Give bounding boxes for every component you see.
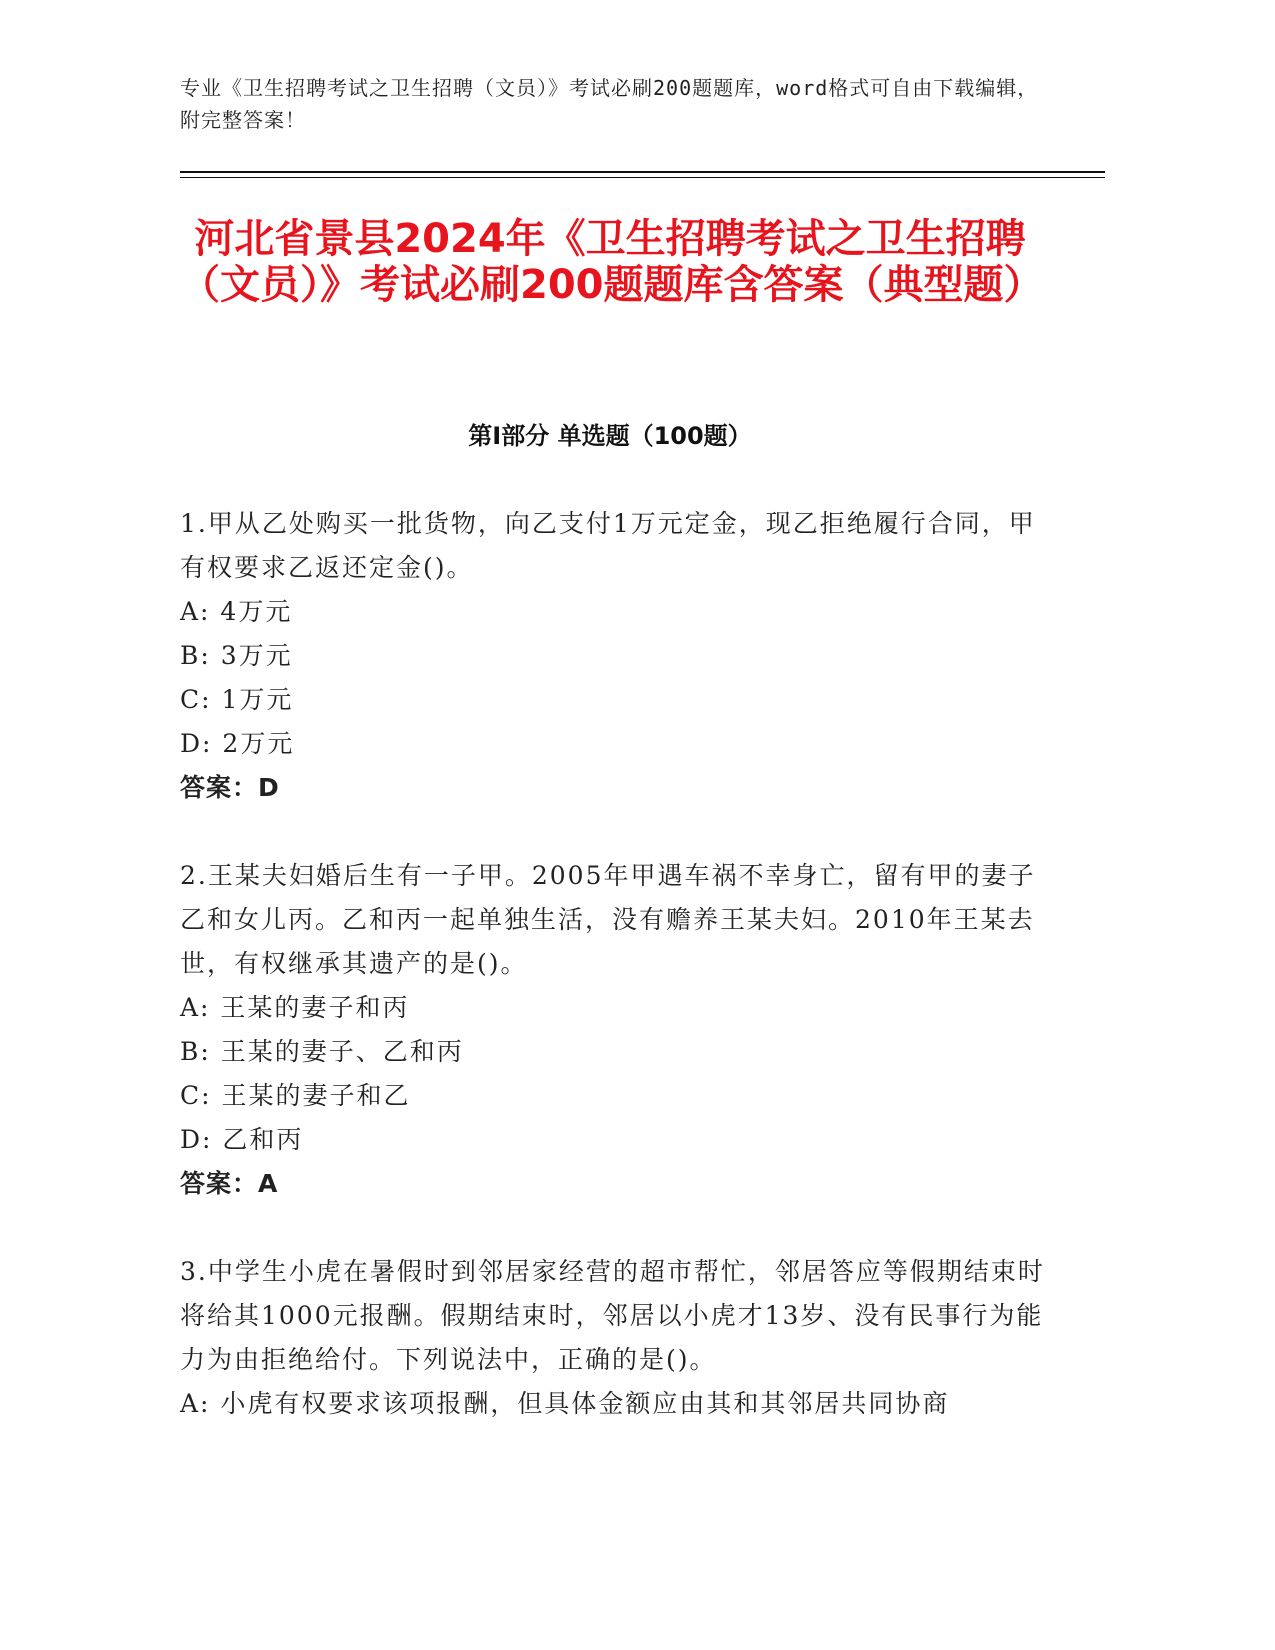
option-c: C: 王某的妻子和乙	[180, 1081, 411, 1110]
option-d: D: 乙和丙	[180, 1125, 304, 1154]
question-stem: 3.中学生小虎在暑假时到邻居家经营的超市帮忙，邻居答应等假期结束时将给其1000元报酬。假期结束时，邻居以小虎才13岁、没有民事行为能力为由拒绝给付。下列说法中，正确的是()。	[180, 1257, 1045, 1374]
header-divider-thin	[180, 177, 1105, 178]
header-text: 专业《卫生招聘考试之卫生招聘（文员）》考试必刷200题题库，word格式可自由下载编辑，附完整答案！	[180, 76, 1039, 132]
question-1	[180, 502, 1050, 810]
option-a: A: 王某的妻子和丙	[180, 993, 410, 1022]
question-list	[180, 502, 1050, 1470]
answer: 答案：D	[180, 773, 280, 802]
header-divider-thick	[180, 171, 1105, 173]
option-d: D: 2万元	[180, 729, 295, 758]
question-stem: 2.王某夫妇婚后生有一子甲。2005年甲遇车祸不幸身亡，留有甲的妻子乙和女儿丙。乙和丙一起单独生活，没有赡养王某夫妇。2010年王某去世，有权继承其遗产的是()。	[180, 861, 1036, 978]
option-a: A: 小虎有权要求该项报酬，但具体金额应由其和其邻居共同协商	[180, 1389, 950, 1418]
question-2	[180, 854, 1050, 1206]
answer: 答案：A	[180, 1169, 279, 1198]
question-3	[180, 1250, 1050, 1426]
document-title: 河北省景县2024年《卫生招聘考试之卫生招聘（文员）》考试必刷200题题库含答案（典型题）	[180, 216, 1044, 308]
section-title: 第Ⅰ部分 单选题（100题）	[468, 422, 752, 450]
option-a: A: 4万元	[180, 597, 293, 626]
option-b: B: 3万元	[180, 641, 293, 670]
option-b: B: 王某的妻子、乙和丙	[180, 1037, 464, 1066]
question-stem: 1.甲从乙处购买一批货物，向乙支付1万元定金，现乙拒绝履行合同，甲有权要求乙返还定金()。	[180, 509, 1036, 582]
option-c: C: 1万元	[180, 685, 294, 714]
